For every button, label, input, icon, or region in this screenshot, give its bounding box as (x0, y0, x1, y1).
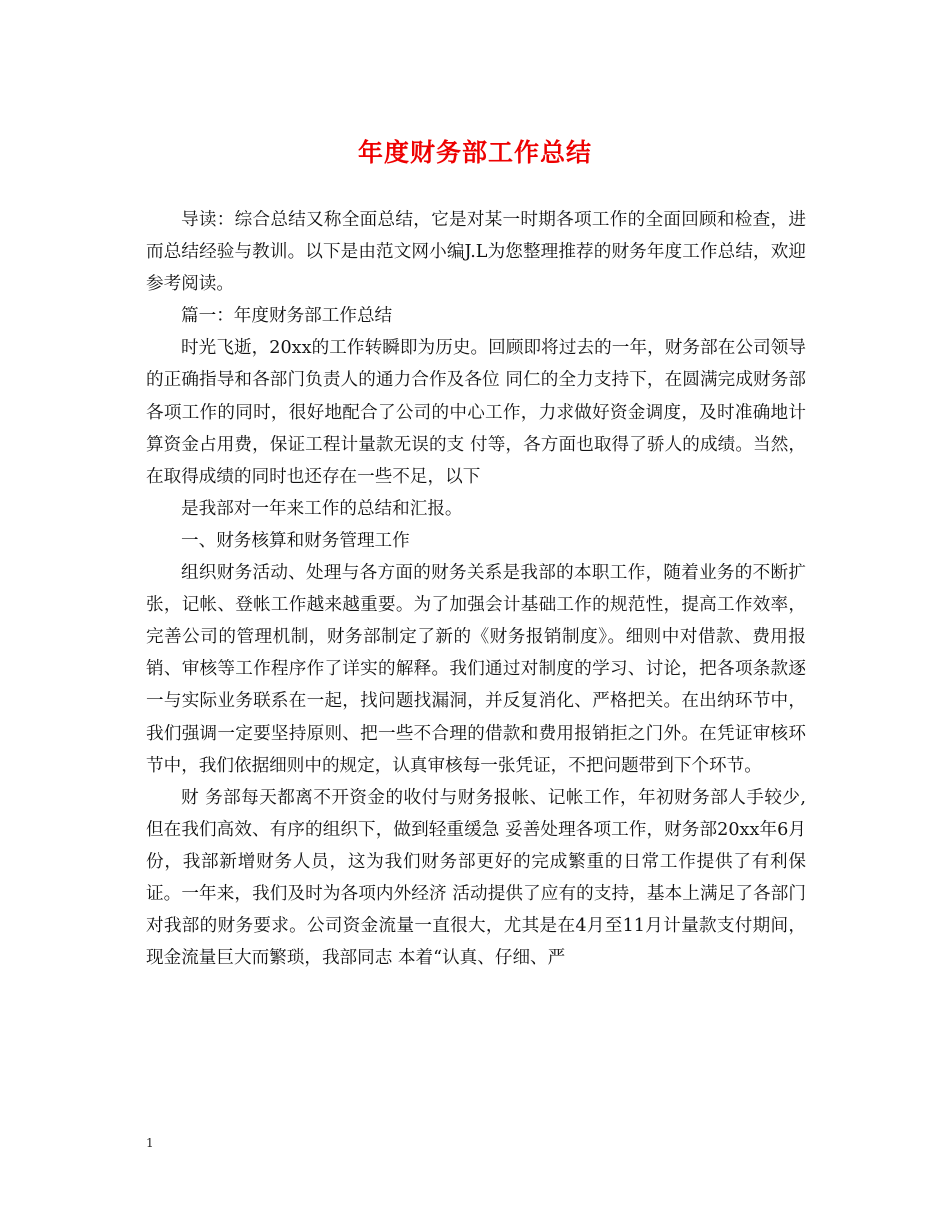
page-number: 1 (146, 1136, 154, 1150)
paragraph: 财 务部每天都离不开资金的收付与财务报帐、记帐工作，年初财务部人手较少,但在我们高效、有序的组织下，做到轻重缓急 妥善处理各项工作，财务部20xx年6月份，我部新增财务人员，这为我们财务部更好的完成繁重的日常工作提供了有利保证。一年来，我们及时为各项内外经济 活动提供了应有的支持，基本上满足了各部门对我部的财务要求。公司资金流量一直很大，尤其是在4月至11月计量款支付期间，现金流量巨大而繁琐，我部同志 本着“认真、仔细、严 (146, 787, 806, 969)
paragraph: 是我部对一年来工作的总结和汇报。 (181, 498, 463, 519)
paragraph-intro: 导读：综合总结又称全面总结，它是对某一时期各项工作的全面回顾和检查，进而总结经验与教训。以下是由范文网小编J.L为您整理推荐的财务年度工作总结，欢迎参考阅读。 (146, 210, 806, 295)
paragraph: 组织财务活动、处理与各方面的财务关系是我部的本职工作，随着业务的不断扩张，记帐、登帐工作越来越重要。为了加强会计基础工作的规范性，提高工作效率，完善公司的管理机制，财务部制定了新的《财务报销制度》。细则中对借款、费用报销、审核等工作程序作了详实的解释。我们通过对制度的学习、讨论，把各项条款逐一与实际业务联系在一起，找问题找漏洞，并反复消化、严格把关。在出纳环节中，我们强调一定要坚持原则、把一些不合理的借款和费用报销拒之门外。在凭证审核环节中，我们依据细则中的规定，认真审核每一张凭证，不把问题带到下个环节。 (146, 563, 806, 776)
document-body (146, 204, 806, 974)
paragraph-subheading: 一、财务核算和财务管理工作 (181, 530, 410, 551)
paragraph: 时光飞逝，20xx的工作转瞬即为历史。回顾即将过去的一年，财务部在公司领导的正确指导和各部门负责人的通力合作及各位 同仁的全力支持下，在圆满完成财务部各项工作的同时，很好地配合了公司的中心工作，力求做好资金调度，及时准确地计算资金占用费，保证工程计量款无误的支 付等，各方面也取得了骄人的成绩。当然，在取得成绩的同时也还存在一些不足，以下 (146, 338, 806, 487)
paragraph-section-heading: 篇一：年度财务部工作总结 (181, 306, 393, 327)
document-title: 年度财务部工作总结 (357, 138, 592, 167)
